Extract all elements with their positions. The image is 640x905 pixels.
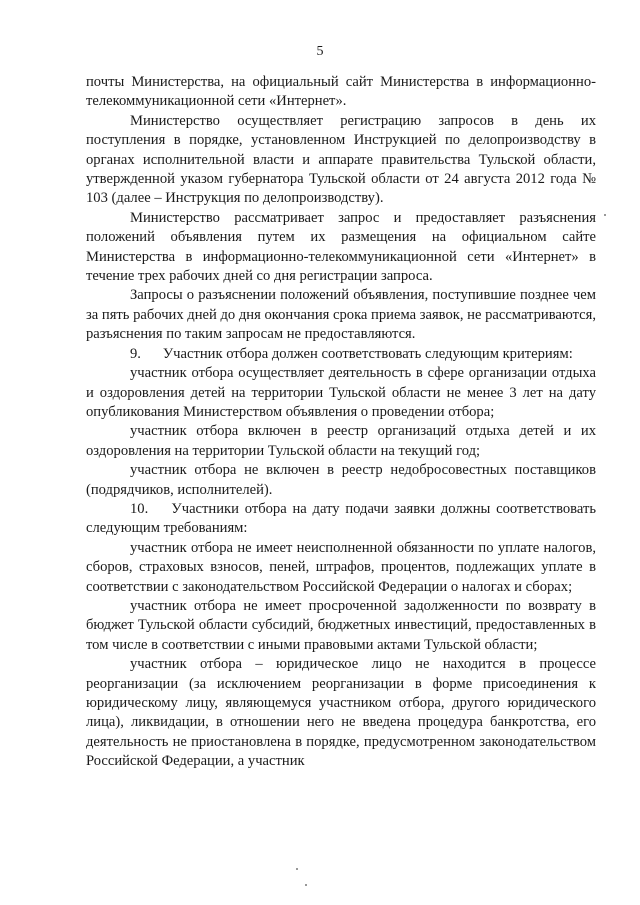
paragraph-item-10: 10. Участники отбора на дату подачи заявки должны соответствовать следующим требованиям: (86, 500, 596, 537)
paragraph-criterion-not-unfair: участник отбора не включен в реестр недобросовестных поставщиков (подрядчиков, исполнителей). (86, 462, 596, 498)
paragraph-clarification: Министерство рассматривает запрос и предоставляет разъяснения положений объявления путем их размещения на официальном сайте Министерства в информационно-телекоммуникационной сети «Интернет» в течение трех рабочих дней со дня регистрации запроса. (86, 209, 596, 285)
scan-speck (604, 214, 606, 216)
scan-speck (305, 884, 307, 886)
scan-speck (296, 868, 298, 870)
paragraph-continuation: почты Министерства, на официальный сайт Министерства в информационно-телекоммуникационной сети «Интернет». (86, 74, 596, 110)
paragraph-late-requests: Запросы о разъяснении положений объявления, поступившие позднее чем за пять рабочих дней до дня окончания срока приема заявок, не рассматриваются, разъяснения по таким запросам не предоставляются. (86, 287, 596, 343)
paragraph-requirement-reorganization: участник отбора – юридическое лицо не находится в процессе реорганизации (за исключением реорганизации в форме присоединения к юридическому лицу, являющемуся участником отбора, другого юридического лица), ликвидации, в отношении него не введена процедура банкротства, его деятельность не приостановлена в порядке, предусмотренном законодательством Российской Федерации, а участник (86, 656, 596, 770)
paragraph-criterion-registry: участник отбора включен в реестр организаций отдыха детей и их оздоровления на территории Тульской области на текущий год; (86, 423, 596, 459)
paragraph-registration: Министерство осуществляет регистрацию запросов в день их поступления в порядке, установленном Инструкцией по делопроизводству в органах исполнительной власти и аппарате правительства Тульской области, утвержденной указом губернатора Тульской области от 24 августа 2012 года № 103 (далее – Инструкция по делопроизводству). (86, 112, 596, 207)
paragraph-item-9: 9. Участник отбора должен соответствовать следующим критериям: (130, 345, 573, 362)
paragraph-criterion-activity: участник отбора осуществляет деятельность в сфере организации отдыха и оздоровления детей на территории Тульской области не менее 3 лет на дату опубликования Министерством объявления о проведении отбора; (86, 365, 596, 420)
paragraph-requirement-debt: участник отбора не имеет просроченной задолженности по возврату в бюджет Тульской области субсидий, бюджетных инвестиций, предоставленных в том числе в соответствии с иными правовыми актами Тульской области; (86, 597, 596, 653)
document-body (86, 73, 596, 772)
page-number: 5 (316, 44, 324, 59)
paragraph-requirement-taxes: участник отбора не имеет неисполненной обязанности по уплате налогов, сборов, страховых взносов, пеней, штрафов, процентов, подлежащих уплате в соответствии с законодательством Российской Федерации о налогах и сборах; (86, 539, 596, 595)
